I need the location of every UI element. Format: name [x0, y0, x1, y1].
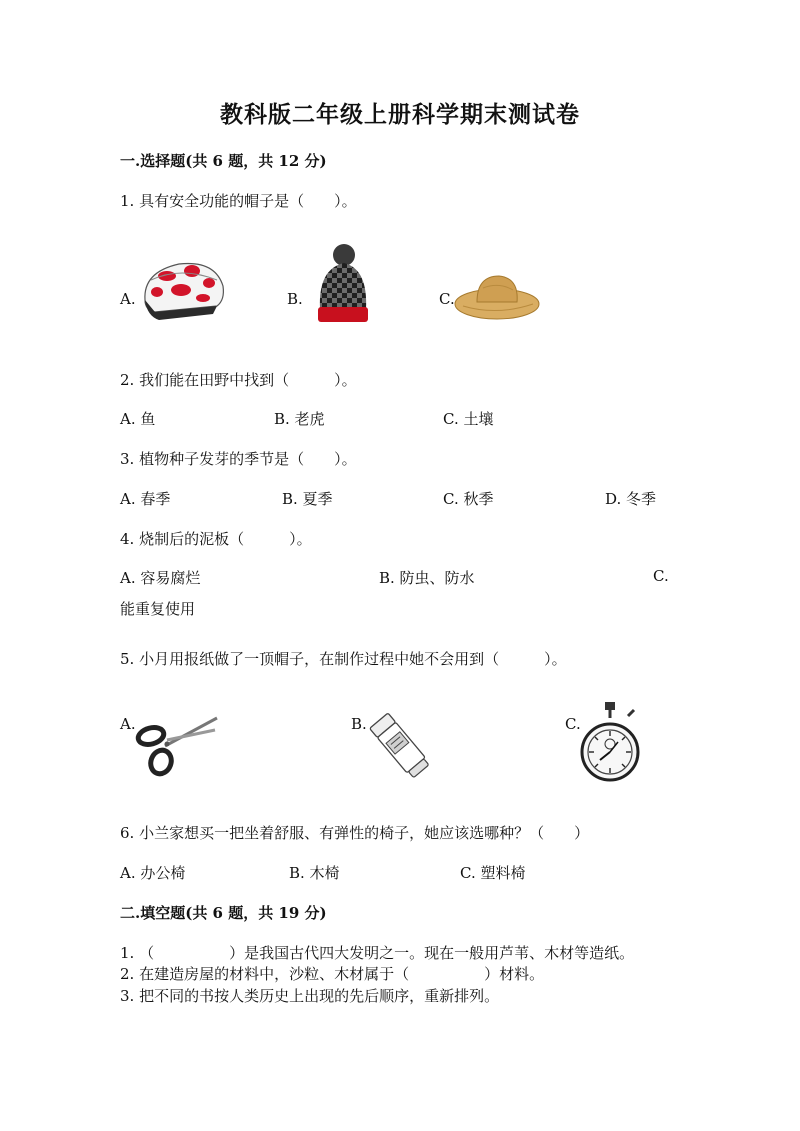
option-label: A. 办公椅 — [120, 864, 186, 882]
option-label: C. 塑料椅 — [460, 864, 526, 882]
bicycle-helmet-image — [137, 256, 227, 324]
straw-hat-image — [453, 270, 541, 324]
scissors-image — [135, 712, 219, 778]
option-label: C. — [565, 715, 581, 733]
fill-item: 3. 把不同的书按人类历史上出现的先后顺序，重新排列。 — [120, 987, 500, 1005]
stopwatch-image — [580, 700, 640, 790]
option-label: B. 夏季 — [282, 490, 333, 508]
option-label: B. 防虫、防水 — [379, 569, 475, 587]
question-stem: 1. 具有安全功能的帽子是（ ）。 — [120, 192, 357, 210]
question-stem: 6. 小兰家想买一把坐着舒服、有弹性的椅子，她应该选哪种？（ ） — [120, 824, 590, 842]
option-label: C. — [439, 290, 455, 308]
option-label: D. 冬季 — [605, 490, 657, 508]
option-label: A. — [120, 715, 136, 733]
option-label: C. — [653, 567, 669, 585]
fill-item: 1. （ ）是我国古代四大发明之一。现在一般用芦苇、木材等造纸。 — [120, 944, 635, 962]
option-text: 能重复使用 — [120, 600, 196, 618]
glue-stick-image — [364, 711, 436, 781]
option-label: A. 鱼 — [120, 410, 156, 428]
section-heading-fill: 二.填空题(共 6 题，共 19 分) — [120, 904, 327, 922]
option-label: B. 老虎 — [274, 410, 325, 428]
question-stem: 3. 植物种子发芽的季节是（ ）。 — [120, 450, 357, 468]
option-label: A. 容易腐烂 — [120, 569, 201, 587]
option-label: C. 秋季 — [443, 490, 494, 508]
option-label: B. — [351, 715, 367, 733]
option-label: B. — [287, 290, 303, 308]
question-stem: 5. 小月用报纸做了一顶帽子，在制作过程中她不会用到（ ）。 — [120, 650, 567, 668]
option-label: B. 木椅 — [289, 864, 340, 882]
option-label: A. — [120, 290, 136, 308]
section-heading-choice: 一.选择题(共 6 题，共 12 分) — [120, 152, 327, 170]
option-label: C. 土壤 — [443, 410, 494, 428]
question-stem: 2. 我们能在田野中找到（ ）。 — [120, 371, 357, 389]
question-stem: 4. 烧制后的泥板（ ）。 — [120, 530, 312, 548]
knit-beanie-image — [312, 243, 372, 327]
fill-item: 2. 在建造房屋的材料中，沙粒、木材属于（ ）材料。 — [120, 965, 545, 983]
option-label: A. 春季 — [120, 490, 171, 508]
page-title: 教科版二年级上册科学期末测试卷 — [220, 101, 580, 128]
